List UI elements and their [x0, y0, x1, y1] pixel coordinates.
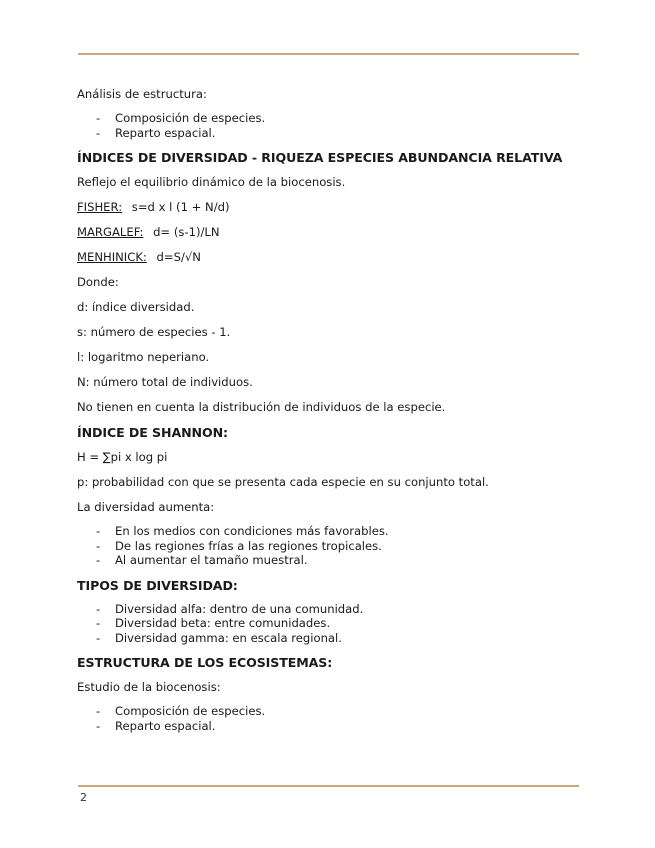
list-item: - En los medios con condiciones más favorables.: [77, 524, 577, 539]
paragraph: No tienen en cuenta la distribución de individuos de la especie.: [77, 400, 446, 414]
paragraph: Donde:: [77, 275, 119, 289]
list-item: - De las regiones frías a las regiones tropicales.: [77, 539, 577, 554]
page-number: 2: [80, 791, 87, 804]
diversity-types-list: [77, 602, 577, 646]
definition: l: logaritmo neperiano.: [77, 350, 210, 364]
heading-shannon: ÍNDICE DE SHANNON:: [77, 425, 228, 440]
list-item: - Diversidad alfa: dentro de una comunidad.: [77, 602, 577, 617]
definition: s: número de especies - 1.: [77, 325, 231, 339]
paragraph: Estudio de la biocenosis:: [77, 680, 221, 694]
definition: N: número total de individuos.: [77, 375, 253, 389]
formula-menhinick: [77, 249, 577, 265]
heading-ecosystem-structure: ESTRUCTURA DE LOS ECOSISTEMAS:: [77, 655, 333, 670]
list-item: - Reparto espacial.: [77, 126, 577, 141]
list-item: - Diversidad gamma: en escala regional.: [77, 631, 577, 646]
footer-rule: [78, 785, 579, 787]
formula-expr: s=d x l (1 + N/d): [131, 200, 230, 214]
list-item: - Composición de especies.: [77, 704, 577, 719]
definition: d: índice diversidad.: [77, 300, 195, 314]
paragraph: La diversidad aumenta:: [77, 500, 215, 514]
intro-text: Análisis de estructura:: [77, 87, 207, 101]
formula-name: FISHER:: [77, 200, 123, 214]
heading-diversity-indices: ÍNDICES DE DIVERSIDAD - RIQUEZA ESPECIES ABUNDANCIA RELATIVA: [77, 150, 563, 165]
list-item: - Al aumentar el tamaño muestral.: [77, 553, 577, 568]
definition: p: probabilidad con que se presenta cada especie en su conjunto total.: [77, 475, 489, 489]
formula-margalef: [77, 224, 577, 240]
heading-diversity-types: TIPOS DE DIVERSIDAD:: [77, 577, 238, 593]
formula-name: MARGALEF:: [77, 225, 144, 239]
formula-shannon: H = ∑pi x log pi: [77, 450, 168, 464]
paragraph: Reflejo el equilibrio dinámico de la biocenosis.: [77, 175, 346, 189]
list-item: - Diversidad beta: entre comunidades.: [77, 616, 577, 631]
diversity-increase-list: [77, 524, 577, 568]
header-rule: [78, 53, 579, 55]
list-item: - Composición de especies.: [77, 111, 577, 126]
list-item: - Reparto espacial.: [77, 719, 577, 734]
formula-fisher: [77, 199, 577, 215]
formula-name: MENHINICK:: [77, 250, 147, 264]
intro-list: [77, 111, 577, 140]
formula-expr: d= (s-1)/LN: [153, 225, 220, 239]
formula-expr: d=S/√N: [156, 250, 201, 264]
biocenosis-list: [77, 704, 577, 733]
page-content: [77, 86, 577, 742]
